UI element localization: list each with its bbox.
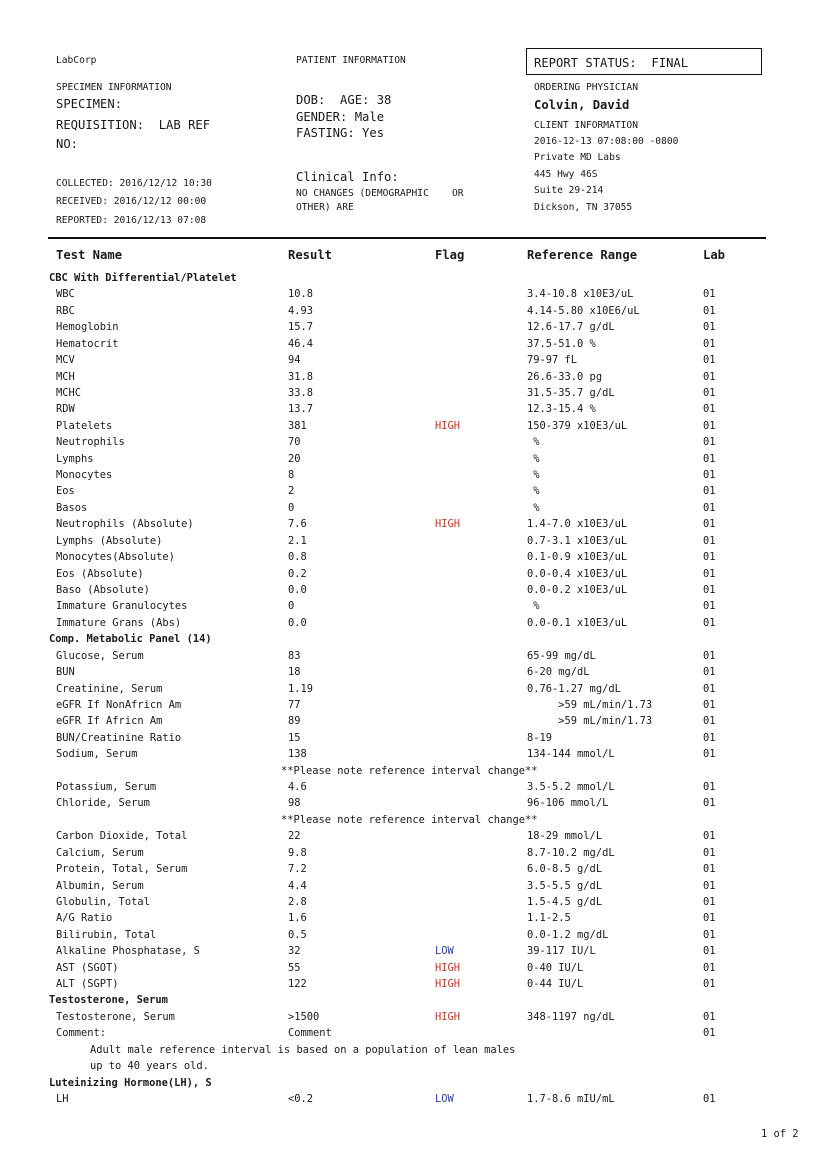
gender: GENDER: Male	[296, 110, 385, 124]
table-row	[0, 436, 815, 452]
reference-range: 4.14-5.80 x10E6/uL	[527, 304, 640, 317]
lab-code: 01	[703, 288, 716, 301]
reported-date: REPORTED: 2016/12/13 07:08	[56, 215, 207, 226]
collected-date: COLLECTED: 2016/12/12 10:30	[56, 178, 212, 189]
test-name: Chloride, Serum	[56, 797, 150, 810]
reference-range: 3.5-5.2 mmol/L	[527, 781, 615, 794]
reference-range: 8-19	[527, 731, 553, 744]
reference-range: >59 mL/min/1.73	[527, 698, 653, 711]
reference-range: 96-106 mmol/L	[527, 797, 609, 810]
test-name: Calcium, Serum	[56, 846, 144, 859]
requisition-line2: NO:	[56, 137, 79, 151]
test-result: 8	[288, 469, 295, 482]
test-name: MCV	[56, 354, 75, 367]
lab-code: 01	[703, 567, 716, 580]
lab-code: 01	[703, 715, 716, 728]
test-name: Immature Granulocytes	[56, 600, 188, 613]
test-result: 70	[288, 436, 301, 449]
test-result: 98	[288, 797, 301, 810]
test-flag: LOW	[435, 1093, 454, 1105]
reference-range: 6.0-8.5 g/dL	[527, 863, 603, 876]
table-row	[0, 847, 815, 863]
column-header-lab: Lab	[703, 248, 726, 262]
test-flag: HIGH	[435, 978, 461, 991]
test-name: Hemoglobin	[56, 321, 119, 334]
reference-range: 0.0-0.1 x10E3/uL	[527, 616, 628, 629]
test-name: Potassium, Serum	[56, 781, 157, 794]
note-text: **Please note reference interval change**	[281, 764, 538, 777]
table-row	[0, 338, 815, 354]
test-name: Carbon Dioxide, Total	[56, 830, 188, 843]
table-row	[0, 305, 815, 321]
requisition-line1: REQUISITION: LAB REF	[56, 118, 211, 132]
reference-range: 0-44 IU/L	[527, 978, 584, 991]
table-row	[0, 929, 815, 945]
test-result: 46.4	[288, 337, 314, 350]
dob-age: DOB: AGE: 38	[296, 93, 392, 107]
test-name: RBC	[56, 304, 75, 317]
test-result: 4.6	[288, 781, 307, 794]
lab-code: 01	[703, 895, 716, 908]
reference-range: %	[527, 600, 540, 613]
test-result: 2	[288, 485, 295, 498]
test-flag: HIGH	[435, 961, 461, 974]
test-name: Immature Grans (Abs)	[56, 616, 182, 629]
test-name: Lymphs (Absolute)	[56, 534, 163, 547]
test-result: 15.7	[288, 321, 314, 334]
test-result: 15	[288, 731, 301, 744]
test-name: Neutrophils	[56, 436, 125, 449]
test-name: MCH	[56, 370, 75, 383]
lab-code: 01	[703, 830, 716, 843]
test-result: <0.2	[288, 1093, 314, 1105]
lab-code: 01	[703, 731, 716, 744]
reference-range: 39-117 IU/L	[527, 945, 596, 958]
table-row	[0, 600, 815, 616]
table-row	[0, 978, 815, 994]
test-result: 2.8	[288, 895, 307, 908]
test-result: 33.8	[288, 386, 314, 399]
lab-code: 01	[703, 797, 716, 810]
note-text: **Please note reference interval change**	[281, 813, 538, 826]
table-row	[0, 371, 815, 387]
table-row	[0, 1011, 815, 1027]
lab-code: 01	[703, 1010, 716, 1023]
table-row	[0, 1093, 815, 1109]
table-row	[0, 568, 815, 584]
table-row	[0, 518, 815, 534]
table-row	[0, 420, 815, 436]
table-row	[0, 830, 815, 846]
table-row	[0, 288, 815, 304]
table-row	[0, 912, 815, 928]
client-address-line2: Suite 29-214	[534, 185, 604, 196]
test-result: 7.2	[288, 863, 307, 876]
physician-name: Colvin, David	[534, 98, 630, 112]
table-row	[0, 945, 815, 961]
test-name: Neutrophils (Absolute)	[56, 518, 194, 531]
table-row	[0, 666, 815, 682]
lab-code: 01	[703, 961, 716, 974]
table-row	[0, 387, 815, 403]
reference-range: 0.0-0.4 x10E3/uL	[527, 567, 628, 580]
column-header-flag: Flag	[435, 248, 465, 262]
lab-code: 01	[703, 1093, 716, 1105]
reference-range: %	[527, 436, 540, 449]
lab-code: 01	[703, 912, 716, 925]
lab-code: 01	[703, 863, 716, 876]
reference-range: 12.3-15.4 %	[527, 403, 596, 416]
comment-text: up to 40 years old.	[90, 1060, 209, 1073]
test-name: Sodium, Serum	[56, 748, 138, 761]
clinical-info-line2: OTHER) ARE	[296, 202, 354, 213]
test-name: Monocytes	[56, 469, 113, 482]
reference-range: 65-99 mg/dL	[527, 649, 596, 662]
test-name: Globulin, Total	[56, 895, 150, 908]
lab-code: 01	[703, 846, 716, 859]
table-row	[0, 732, 815, 748]
test-result: 20	[288, 452, 301, 465]
test-result: 1.19	[288, 682, 314, 695]
received-date: RECEIVED: 2016/12/12 00:00	[56, 196, 207, 207]
client-name: Private MD Labs	[534, 152, 621, 163]
test-name: WBC	[56, 288, 75, 301]
lab-name: LabCorp	[56, 55, 97, 66]
test-result: Comment	[288, 1027, 332, 1040]
table-row	[0, 748, 815, 764]
test-name: A/G Ratio	[56, 912, 113, 925]
test-result: 31.8	[288, 370, 314, 383]
lab-code: 01	[703, 781, 716, 794]
section-header	[0, 272, 815, 288]
test-result: 2.1	[288, 534, 307, 547]
test-name: Baso (Absolute)	[56, 583, 150, 596]
specimen-info-label: SPECIMEN INFORMATION	[56, 82, 172, 93]
reference-range: %	[527, 452, 540, 465]
table-row	[0, 880, 815, 896]
reference-note	[0, 814, 815, 830]
table-row	[0, 354, 815, 370]
test-flag: LOW	[435, 945, 454, 958]
reference-note	[0, 765, 815, 781]
table-row	[0, 453, 815, 469]
lab-code: 01	[703, 748, 716, 761]
comment-line	[0, 1060, 815, 1076]
reference-range: 0.76-1.27 mg/dL	[527, 682, 621, 695]
test-result: 122	[288, 978, 307, 991]
test-name: Eos	[56, 485, 75, 498]
test-flag: HIGH	[435, 518, 461, 531]
test-result: 0.5	[288, 928, 307, 941]
reference-range: %	[527, 501, 540, 514]
reference-range: >59 mL/min/1.73	[527, 715, 653, 728]
lab-code: 01	[703, 879, 716, 892]
ordering-physician-label: ORDERING PHYSICIAN	[534, 82, 638, 93]
test-result: 0	[288, 600, 295, 613]
lab-code: 01	[703, 304, 716, 317]
test-result: 83	[288, 649, 301, 662]
test-name: Glucose, Serum	[56, 649, 144, 662]
lab-code: 01	[703, 978, 716, 991]
client-address-line1: 445 Hwy 46S	[534, 169, 598, 180]
table-row	[0, 699, 815, 715]
specimen-label: SPECIMEN:	[56, 97, 123, 111]
table-row	[0, 502, 815, 518]
section-header	[0, 994, 815, 1010]
reference-range: 134-144 mmol/L	[527, 748, 615, 761]
fasting: FASTING: Yes	[296, 126, 385, 140]
test-flag: HIGH	[435, 419, 461, 432]
lab-code: 01	[703, 419, 716, 432]
lab-code: 01	[703, 1027, 716, 1040]
lab-code: 01	[703, 403, 716, 416]
lab-code: 01	[703, 337, 716, 350]
test-result: 9.8	[288, 846, 307, 859]
comment-text: Adult male reference interval is based on a population of lean males	[90, 1043, 516, 1056]
reference-range: 0.0-0.2 x10E3/uL	[527, 583, 628, 596]
table-row	[0, 797, 815, 813]
client-info-label: CLIENT INFORMATION	[534, 120, 638, 131]
reference-range: 0.0-1.2 mg/dL	[527, 928, 609, 941]
table-row	[0, 584, 815, 600]
test-result: 18	[288, 666, 301, 679]
reference-range: 3.4-10.8 x10E3/uL	[527, 288, 634, 301]
reference-range: 1.7-8.6 mIU/mL	[527, 1093, 615, 1105]
table-row	[0, 403, 815, 419]
lab-code: 01	[703, 469, 716, 482]
test-name: Alkaline Phosphatase, S	[56, 945, 200, 958]
test-result: 4.93	[288, 304, 314, 317]
reference-range: 1.5-4.5 g/dL	[527, 895, 603, 908]
lab-code: 01	[703, 616, 716, 629]
test-flag: HIGH	[435, 1010, 461, 1023]
test-name: AST (SGOT)	[56, 961, 119, 974]
table-row	[0, 962, 815, 978]
test-name: Testosterone, Serum	[56, 1010, 175, 1023]
table-row	[0, 683, 815, 699]
reference-range: 31.5-35.7 g/dL	[527, 386, 615, 399]
test-result: 89	[288, 715, 301, 728]
column-header-result: Result	[288, 248, 333, 262]
test-result: 13.7	[288, 403, 314, 416]
table-row	[0, 863, 815, 879]
section-title: Luteinizing Hormone(LH), S	[49, 1076, 212, 1089]
section-title: Comp. Metabolic Panel (14)	[49, 633, 212, 646]
table-row	[0, 896, 815, 912]
test-name: Protein, Total, Serum	[56, 863, 188, 876]
lab-code: 01	[703, 666, 716, 679]
test-name: Albumin, Serum	[56, 879, 144, 892]
test-name: Hematocrit	[56, 337, 119, 350]
lab-code: 01	[703, 452, 716, 465]
test-name: BUN	[56, 666, 75, 679]
client-address-line3: Dickson, TN 37055	[534, 202, 633, 213]
lab-code: 01	[703, 698, 716, 711]
test-result: 7.6	[288, 518, 307, 531]
test-result: 55	[288, 961, 301, 974]
table-row	[0, 617, 815, 633]
test-name: BUN/Creatinine Ratio	[56, 731, 182, 744]
test-result: >1500	[288, 1010, 320, 1023]
test-result: 138	[288, 748, 307, 761]
header-divider	[48, 237, 766, 239]
lab-code: 01	[703, 945, 716, 958]
table-row	[0, 485, 815, 501]
test-result: 22	[288, 830, 301, 843]
test-name: MCHC	[56, 386, 82, 399]
reference-range: 18-29 mmol/L	[527, 830, 603, 843]
test-name: eGFR If Africn Am	[56, 715, 163, 728]
lab-code: 01	[703, 682, 716, 695]
reference-range: 0.7-3.1 x10E3/uL	[527, 534, 628, 547]
reference-range: 348-1197 ng/dL	[527, 1010, 615, 1023]
table-row	[0, 781, 815, 797]
reference-range: 8.7-10.2 mg/dL	[527, 846, 615, 859]
reference-range: 1.4-7.0 x10E3/uL	[527, 518, 628, 531]
test-result: 0.8	[288, 551, 307, 564]
section-title: Testosterone, Serum	[49, 994, 168, 1007]
table-row	[0, 650, 815, 666]
test-name: Platelets	[56, 419, 113, 432]
test-result: 381	[288, 419, 307, 432]
table-row	[0, 715, 815, 731]
table-row	[0, 469, 815, 485]
test-result: 77	[288, 698, 301, 711]
table-row	[0, 1027, 815, 1043]
table-row	[0, 535, 815, 551]
test-name: Eos (Absolute)	[56, 567, 144, 580]
reference-range: 26.6-33.0 pg	[527, 370, 603, 383]
lab-code: 01	[703, 649, 716, 662]
lab-code: 01	[703, 386, 716, 399]
test-name: Comment:	[56, 1027, 107, 1040]
column-header-test-name: Test Name	[56, 248, 123, 262]
test-name: Creatinine, Serum	[56, 682, 163, 695]
test-result: 4.4	[288, 879, 307, 892]
test-result: 32	[288, 945, 301, 958]
lab-code: 01	[703, 436, 716, 449]
lab-code: 01	[703, 928, 716, 941]
lab-code: 01	[703, 518, 716, 531]
reference-range: 3.5-5.5 g/dL	[527, 879, 603, 892]
reference-range: 79-97 fL	[527, 354, 578, 367]
reference-range: 37.5-51.0 %	[527, 337, 596, 350]
section-header	[0, 633, 815, 649]
test-name: eGFR If NonAfricn Am	[56, 698, 182, 711]
table-row	[0, 551, 815, 567]
test-result: 0.0	[288, 583, 307, 596]
test-result: 0	[288, 501, 295, 514]
lab-code: 01	[703, 600, 716, 613]
reference-range: 150-379 x10E3/uL	[527, 419, 628, 432]
client-datetime: 2016-12-13 07:08:00 -0800	[534, 136, 679, 147]
test-result: 0.2	[288, 567, 307, 580]
test-name: Lymphs	[56, 452, 94, 465]
reference-range: 0-40 IU/L	[527, 961, 584, 974]
report-status: REPORT STATUS: FINAL	[534, 56, 689, 70]
clinical-info-label: Clinical Info:	[296, 170, 399, 184]
test-result: 10.8	[288, 288, 314, 301]
reference-range: 0.1-0.9 x10E3/uL	[527, 551, 628, 564]
test-name: ALT (SGPT)	[56, 978, 119, 991]
reference-range: %	[527, 485, 540, 498]
lab-code: 01	[703, 354, 716, 367]
patient-info-label: PATIENT INFORMATION	[296, 55, 406, 66]
lab-code: 01	[703, 321, 716, 334]
test-name: Monocytes(Absolute)	[56, 551, 175, 564]
test-name: Basos	[56, 501, 88, 514]
lab-code: 01	[703, 583, 716, 596]
table-row	[0, 321, 815, 337]
reference-range: 1.1-2.5	[527, 912, 571, 925]
section-header	[0, 1077, 815, 1093]
test-name: Bilirubin, Total	[56, 928, 157, 941]
test-result: 1.6	[288, 912, 307, 925]
test-name: LH	[56, 1093, 69, 1105]
lab-code: 01	[703, 551, 716, 564]
lab-code: 01	[703, 501, 716, 514]
lab-code: 01	[703, 534, 716, 547]
comment-line	[0, 1044, 815, 1060]
lab-code: 01	[703, 485, 716, 498]
section-title: CBC With Differential/Platelet	[49, 272, 237, 284]
clinical-info-line1: NO CHANGES (DEMOGRAPHIC OR	[296, 188, 464, 199]
lab-code: 01	[703, 370, 716, 383]
reference-range: 6-20 mg/dL	[527, 666, 590, 679]
reference-range: 12.6-17.7 g/dL	[527, 321, 615, 334]
page-number: 1 of 2	[761, 1128, 799, 1140]
test-result: 0.0	[288, 616, 307, 629]
column-header-reference-range: Reference Range	[527, 248, 638, 262]
test-result: 94	[288, 354, 301, 367]
reference-range: %	[527, 469, 540, 482]
test-name: RDW	[56, 403, 75, 416]
